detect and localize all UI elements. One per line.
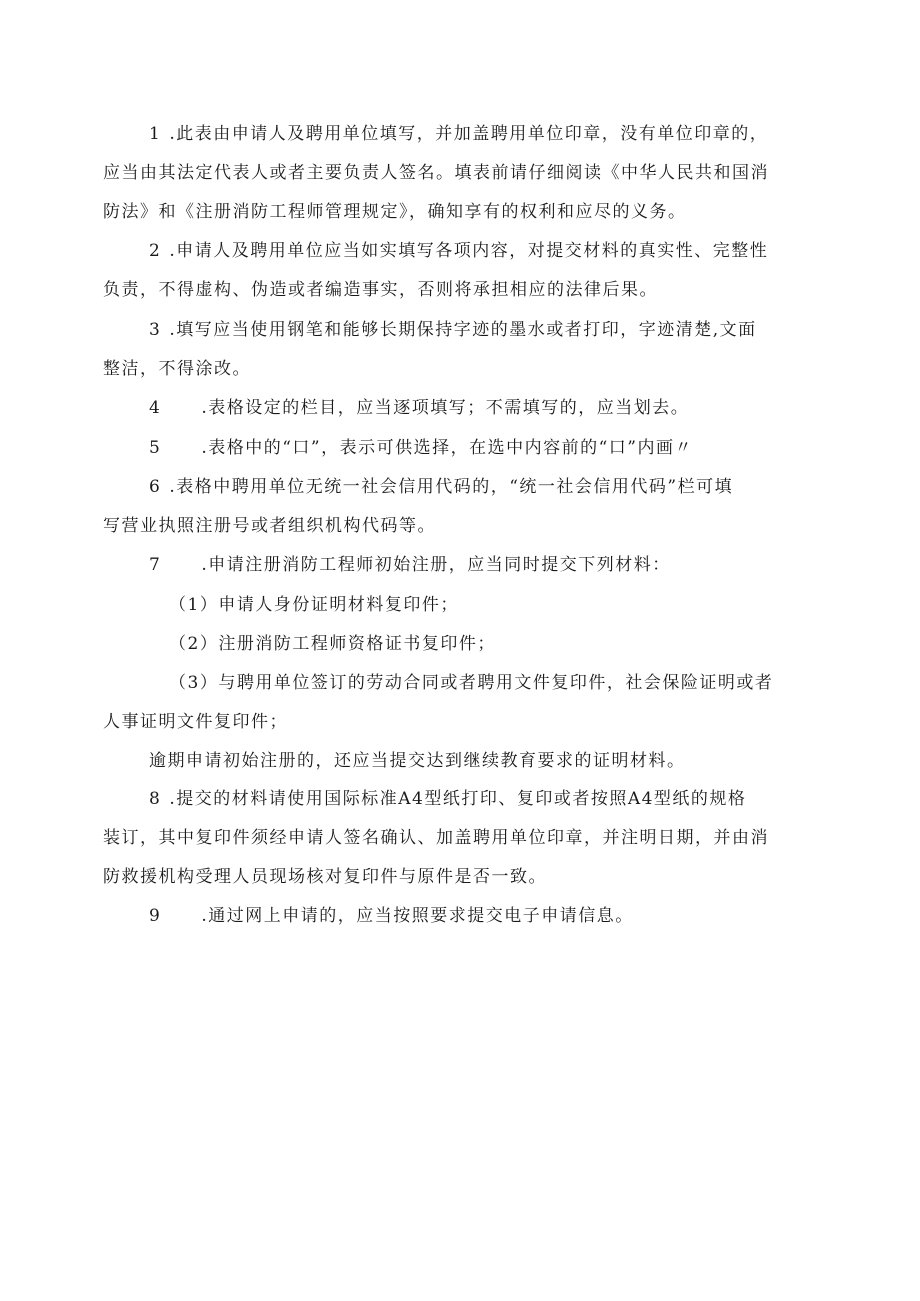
sub-item-continuation: 人事证明文件复印件； xyxy=(103,712,288,732)
note-text: 装订，其中复印件须经申请人签名确认、加盖聘用单位印章，并注明日期，并由消 xyxy=(103,828,769,848)
note-number: 4 xyxy=(149,398,162,418)
note-8 xyxy=(103,780,825,897)
note-number: 3 xyxy=(149,320,162,340)
note-text: .填写应当使用钢笔和能够长期保持字迹的墨水或者打印，字迹清楚,文面 xyxy=(169,320,757,340)
note-text: .表格中的“口”，表示可供选择，在选中内容前的“口”内画〃 xyxy=(201,438,693,458)
sub-item: （3）与聘用单位签订的劳动合同或者聘用文件复印件，社会保险证明或者 xyxy=(169,673,774,693)
note-7-sub-items xyxy=(103,586,825,781)
note-5 xyxy=(103,429,825,468)
note-text: 写营业执照注册号或者组织机构代码等。 xyxy=(103,516,436,536)
note-number: 5 xyxy=(149,438,162,458)
note-number: 7 xyxy=(149,555,162,575)
note-3 xyxy=(103,311,825,389)
note-number: 1 xyxy=(149,124,162,144)
note-2 xyxy=(103,232,825,310)
note-4 xyxy=(103,389,825,428)
note-6 xyxy=(103,468,825,546)
note-9 xyxy=(103,897,825,936)
note-text: .通过网上申请的，应当按照要求提交电子申请信息。 xyxy=(201,906,634,926)
note-text: .提交的材料请使用国际标准A4型纸打印、复印或者按照A4型纸的规格 xyxy=(169,789,747,809)
note-text: 防法》和《注册消防工程师管理规定》，确知享有的权利和应尽的义务。 xyxy=(103,202,687,222)
note-7-extra: 逾期申请初始注册的，还应当提交达到继续教育要求的证明材料。 xyxy=(149,751,686,771)
note-text: .表格中聘用单位无统一社会信用代码的，“统一社会信用代码”栏可填 xyxy=(169,477,734,497)
note-7 xyxy=(103,546,825,585)
sub-item: （2）注册消防工程师资格证书复印件； xyxy=(169,634,496,654)
note-1 xyxy=(103,115,825,232)
note-text: 防救援机构受理人员现场核对复印件与原件是否一致。 xyxy=(103,867,547,887)
note-number: 2 xyxy=(149,241,162,261)
note-text: 整洁，不得涂改。 xyxy=(103,359,251,379)
note-text: 应当由其法定代表人或者主要负责人签名。填表前请仔细阅读《中华人民共和国消 xyxy=(103,163,769,183)
note-number: 8 xyxy=(149,789,162,809)
note-text: .申请人及聘用单位应当如实填写各项内容，对提交材料的真实性、完整性 xyxy=(169,241,769,261)
sub-item: （1）申请人身份证明材料复印件； xyxy=(169,595,459,615)
note-text: .申请注册消防工程师初始注册，应当同时提交下列材料： xyxy=(201,555,671,575)
note-text: .表格设定的栏目，应当逐项填写；不需填写的，应当划去。 xyxy=(201,398,690,418)
note-number: 9 xyxy=(149,906,162,926)
note-text: 负责，不得虚构、伪造或者编造事实，否则将承担相应的法律后果。 xyxy=(103,280,658,300)
note-number: 6 xyxy=(149,477,162,497)
note-text: .此表由申请人及聘用单位填写，并加盖聘用单位印章，没有单位印章的， xyxy=(169,124,769,144)
